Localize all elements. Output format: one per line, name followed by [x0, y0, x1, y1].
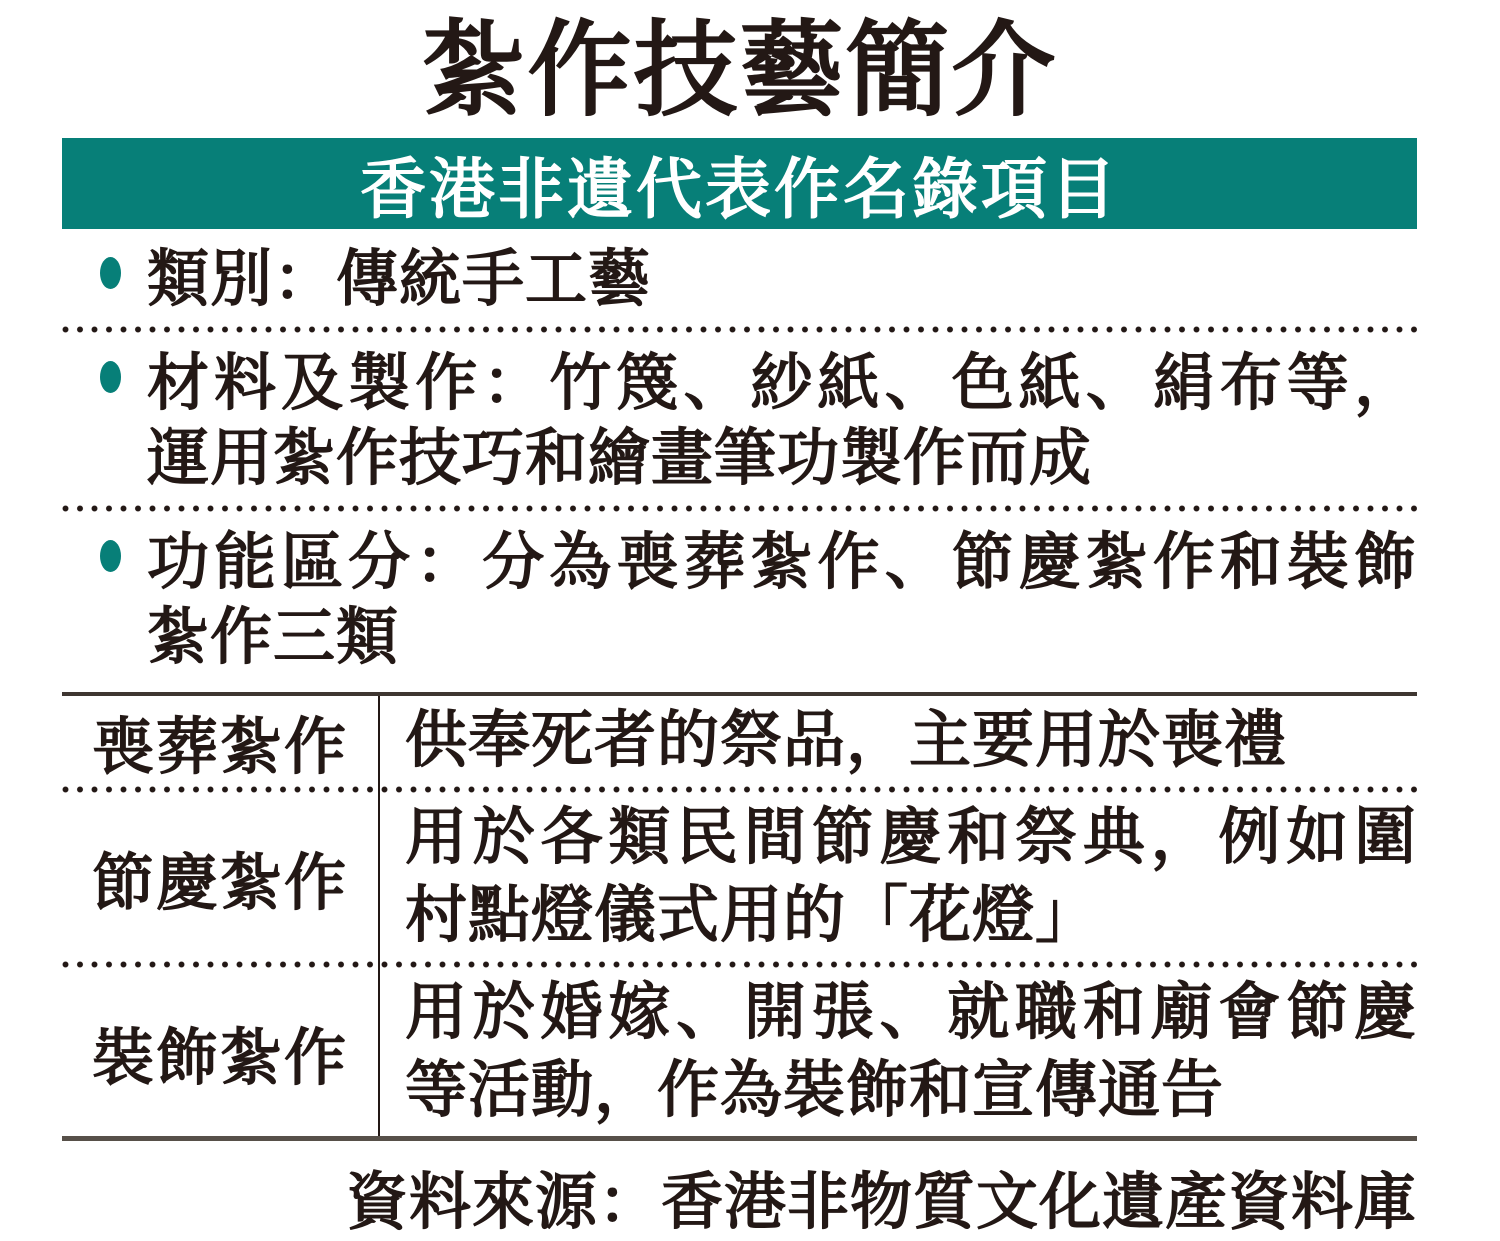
column-divider — [378, 696, 380, 1136]
bullet-dot-icon — [100, 361, 121, 393]
table-row-festive — [62, 793, 1417, 961]
bullet-list — [62, 229, 1417, 684]
row-description-line: 村點燈儀式用的「花燈」 — [405, 881, 1099, 950]
row-description — [378, 968, 1417, 1136]
bullet-dot-icon — [100, 257, 121, 289]
bullet-text: 功能區分：分為喪葬紮作、節慶紮作和裝飾 — [147, 528, 1417, 597]
page-title: 紮作技藝簡介 — [421, 13, 1058, 129]
row-description — [378, 696, 1417, 786]
bullet-item-functions — [62, 512, 1417, 684]
bullet-text: 類別：傳統手工藝 — [147, 245, 652, 314]
dotted-divider — [62, 961, 1417, 968]
banner-label: 香港非遺代表作名錄項目 — [360, 152, 1119, 226]
category-table — [62, 692, 1417, 1141]
row-label: 節慶紮作 — [91, 848, 348, 918]
row-label: 裝飾紮作 — [91, 1023, 348, 1093]
bullet-text: 運用紮作技巧和繪畫筆功製作而成 — [147, 424, 1093, 493]
bullet-text: 材料及製作：竹篾、紗紙、色紙、絹布等， — [147, 349, 1417, 418]
infographic — [62, 14, 1417, 1241]
dotted-divider — [62, 326, 1417, 333]
row-description-line: 用於各類民間節慶和祭典，例如圍 — [405, 803, 1417, 872]
bullet-text: 紮作三類 — [147, 603, 400, 672]
row-description-line: 用於婚嫁、開張、就職和廟會節慶 — [405, 978, 1417, 1047]
row-label: 喪葬紮作 — [91, 712, 348, 782]
table-row-funeral — [62, 696, 1417, 786]
dotted-divider — [62, 786, 1417, 793]
source-note: 資料來源：香港非物質文化遺產資料庫 — [345, 1168, 1417, 1237]
bullet-item-category — [62, 229, 1417, 326]
table-row-decorative — [62, 968, 1417, 1136]
row-description-line: 供奉死者的祭品，主要用於喪禮 — [405, 706, 1288, 775]
bullet-item-materials — [62, 333, 1417, 505]
row-description — [378, 793, 1417, 961]
row-description-line: 等活動，作為裝飾和宣傳通告 — [405, 1056, 1225, 1125]
bullet-dot-icon — [100, 540, 121, 572]
dotted-divider — [62, 505, 1417, 512]
banner — [62, 138, 1417, 229]
